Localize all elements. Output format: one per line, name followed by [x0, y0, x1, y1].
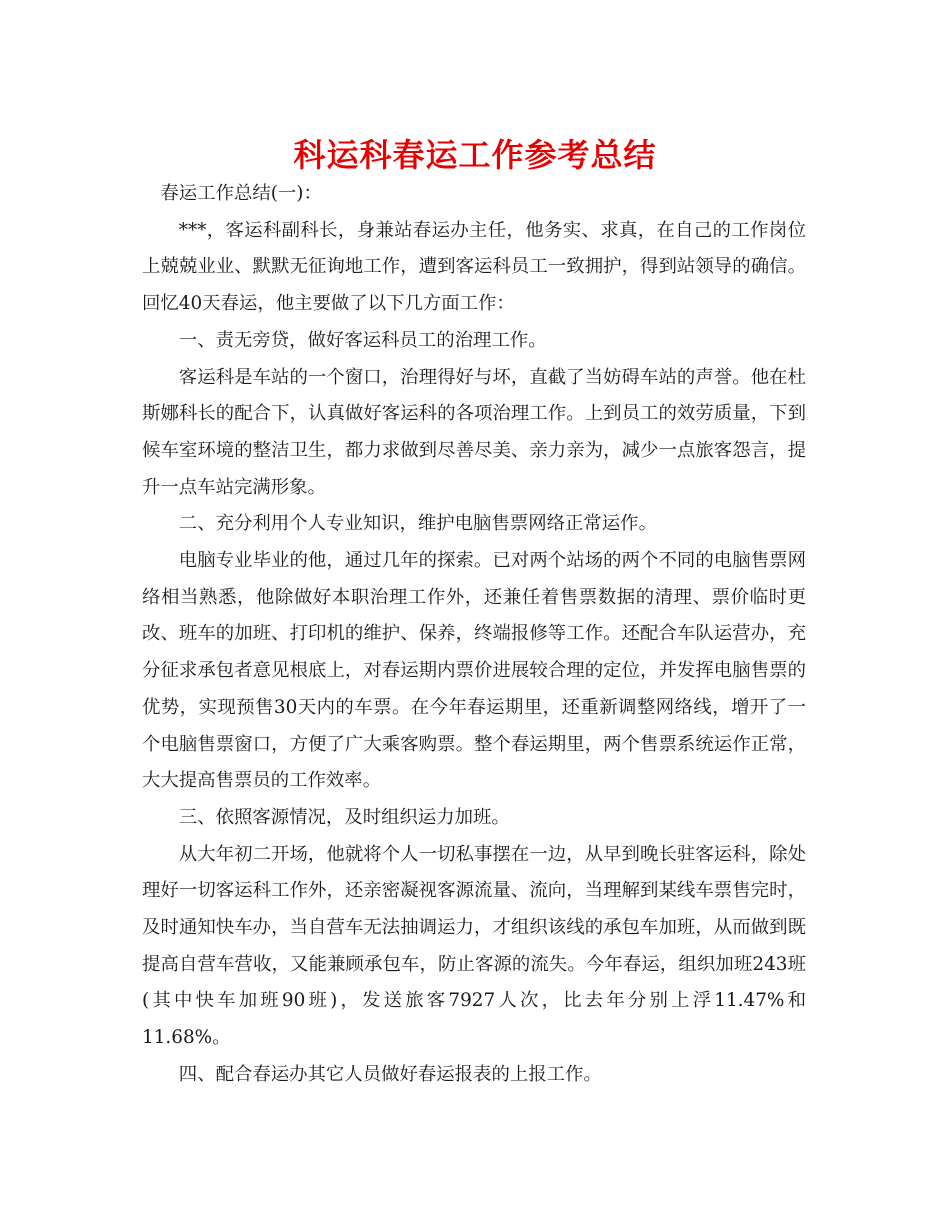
paragraph: 客运科是车站的一个窗口，治理得好与坏，直截了当妨碍车站的声誉。他在杜斯娜科长的配合下，认真做好客运科的各项治理工作。上到员工的效劳质量，下到候车室环境的整洁卫生，都力求做到尽善尽美、亲力亲为，减少一点旅客怨言，提升一点车站完满形象。 — [142, 366, 806, 498]
paragraph: 电脑专业毕业的他，通过几年的探索。已对两个站场的两个不同的电脑售票网络相当熟悉，他除做好本职治理工作外，还兼任着售票数据的清理、票价临时更改、班车的加班、打印机的维护、保养，终端报修等工作。还配合车队运营办，充分征求承包者意见根底上，对春运期内票价进展较合理的定位，并发挥电脑售票的优势，实现预售30天内的车票。在今年春运期里，还重新调整网络线，增开了一个电脑售票窗口，方便了广大乘客购票。整个春运期里，两个售票系统运作正常，大大提高售票员的工作效率。 — [142, 550, 806, 792]
paragraph: 二、充分利用个人专业知识，维护电脑售票网络正常运作。 — [178, 513, 657, 535]
document-body — [142, 176, 806, 1094]
document-title: 科运科春运工作参考总结 — [293, 136, 657, 174]
paragraph: 一、责无旁贷，做好客运科员工的治理工作。 — [178, 329, 547, 351]
section-heading: 春运工作总结(一)： — [160, 183, 322, 204]
paragraph: 三、依照客源情况，及时组织运力加班。 — [178, 806, 510, 828]
paragraph: 从大年初二开场，他就将个人一切私事摆在一边，从早到晚长驻客运科，除处理好一切客运科工作外，还亲密凝视客源流量、流向，当理解到某线车票售完时，及时通知快车办，当自营车无法抽调运力，才组织该线的承包车加班，从而做到既提高自营车营收，又能兼顾承包车，防止客源的流失。今年春运，组织加班243班(其中快车加班90班)，发送旅客7927人次，比去年分别上浮11.47%和11.68%。 — [142, 843, 806, 1049]
paragraph: ***，客运科副科长，身兼站春运办主任，他务实、求真，在自己的工作岗位上兢兢业业、默默无征询地工作，遭到客运科员工一致拥护，得到站领导的确信。回忆40天春运，他主要做了以下几方面工作： — [142, 219, 806, 315]
paragraph: 四、配合春运办其它人员做好春运报表的上报工作。 — [178, 1063, 602, 1085]
